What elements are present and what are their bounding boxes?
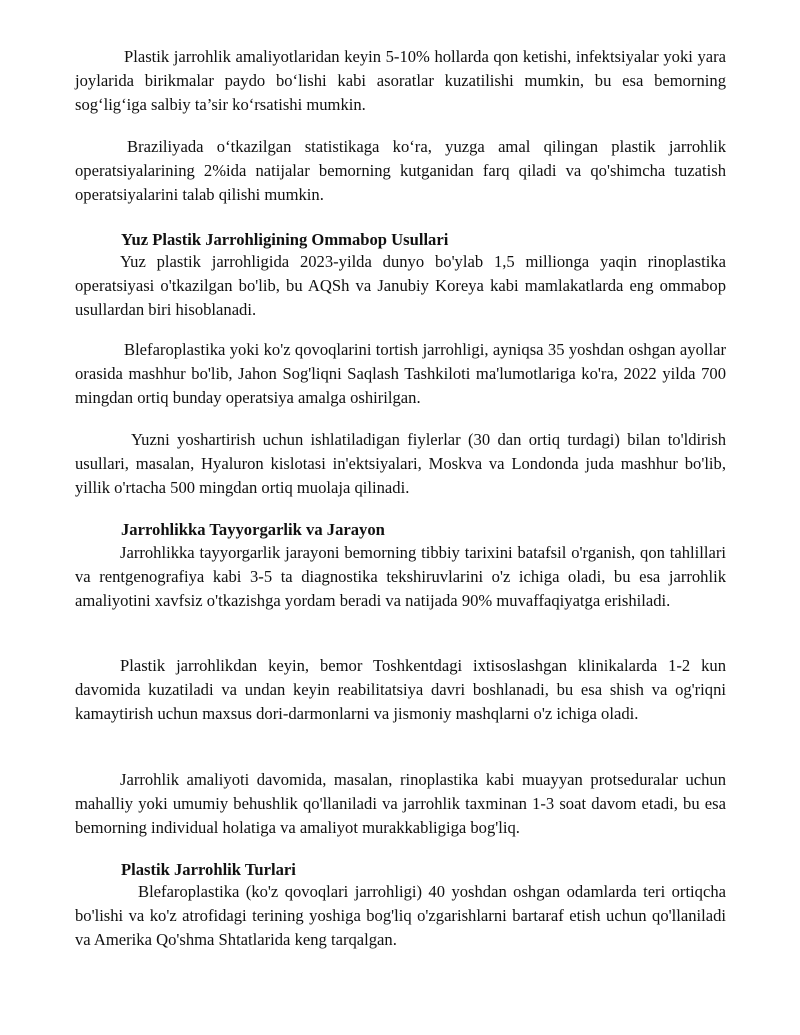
heading-preparation-process: Jarrohlikka Tayyorgarlik va Jarayon <box>121 520 385 539</box>
paragraph-blepharoplasty-usa: Blefaroplastika (ko'z qovoqlari jarrohligi) 40 yoshdan oshgan odamlarda teri ortiqcha bo'lishi va ko'z atrofidagi terining yoshiga bog'liq o'zgarishlarni bartaraf etish uchun qo'llaniladi va Amerika Qo'shma Shtatlarida keng tarqalgan. <box>75 882 726 950</box>
paragraph-blepharoplasty-women: Blefaroplastika yoki ko'z qovoqlarini tortish jarrohligi, ayniqsa 35 yoshdan oshgan ayollar orasida mashhur bo'lib, Jahon Sog'liqni Saqlash Tashkiloti ma'lumotlariga ko'ra, 2022 yilda 700 mingdan ortiq bunday operatsiya amalga oshirilgan. <box>75 340 726 408</box>
paragraph-brazil-statistics: Braziliyada o‘tkazilgan statistikaga ko‘ra, yuzga amal qilingan plastik jarrohlik operatsiyalarining 2%ida natijalar bemorning kutganidan farq qiladi va qo'shimcha tuzatish operatsiyalarini talab qilishi mumkin. <box>75 137 726 205</box>
paragraph-rhinoplasty: Yuz plastik jarrohligida 2023-yilda dunyo bo'ylab 1,5 millionga yaqin rinoplastika operatsiyasi o'tkazilgan bo'lib, bu AQSh va Janubiy Koreya kabi mamlakatlarda eng ommabop usullardan biri hisoblanadi. <box>75 252 726 320</box>
paragraph-preparation: Jarrohlikka tayyorgarlik jarayoni bemorning tibbiy tarixini batafsil o'rganish, qon tahlillari va rentgenografiya kabi 3-5 ta diagnostika tekshiruvlarini o'z ichiga oladi, bu esa jarrohlik amaliyotini xavfsiz o'tkazishga yordam beradi va natijada 90% muvaffaqiyatga erishiladi. <box>75 543 726 611</box>
paragraph-anesthesia: Jarrohlik amaliyoti davomida, masalan, rinoplastika kabi muayyan protseduralar uchun mahalliy yoki umumiy behushlik qo'llaniladi va jarrohlik taxminan 1-3 soat davom etadi, bu esa bemorning individual holatiga va amaliyot murakkabligiga bog'liq. <box>75 770 726 838</box>
paragraph-complications: Plastik jarrohlik amaliyotlaridan keyin 5-10% hollarda qon ketishi, infektsiyalar yoki yara joylarida birikmalar paydo bo‘lishi kabi asoratlar kuzatilishi mumkin, bu esa bemorning sog‘lig‘iga salbiy ta’sir ko‘rsatishi mumkin. <box>75 47 726 115</box>
paragraph-post-surgery: Plastik jarrohlikdan keyin, bemor Toshkentdagi ixtisoslashgan klinikalarda 1-2 kun davomida kuzatiladi va undan keyin reabilitatsiya davri boshlanadi, bu esa shish va og'riqni kamaytirish uchun maxsus dori-darmonlarni va jismoniy mashqlarni o'z ichiga oladi. <box>75 656 726 724</box>
heading-popular-methods: Yuz Plastik Jarrohligining Ommabop Usullari <box>121 230 449 249</box>
heading-surgery-types: Plastik Jarrohlik Turlari <box>121 860 296 879</box>
paragraph-fillers: Yuzni yoshartirish uchun ishlatiladigan fiylerlar (30 dan ortiq turdagi) bilan to'ldirish usullari, masalan, Hyaluron kislotasi in'ektsiyalari, Moskva va Londonda juda mashhur bo'lib, yillik o'rtacha 500 mingdan ortiq muolaja qilinadi. <box>75 430 726 498</box>
